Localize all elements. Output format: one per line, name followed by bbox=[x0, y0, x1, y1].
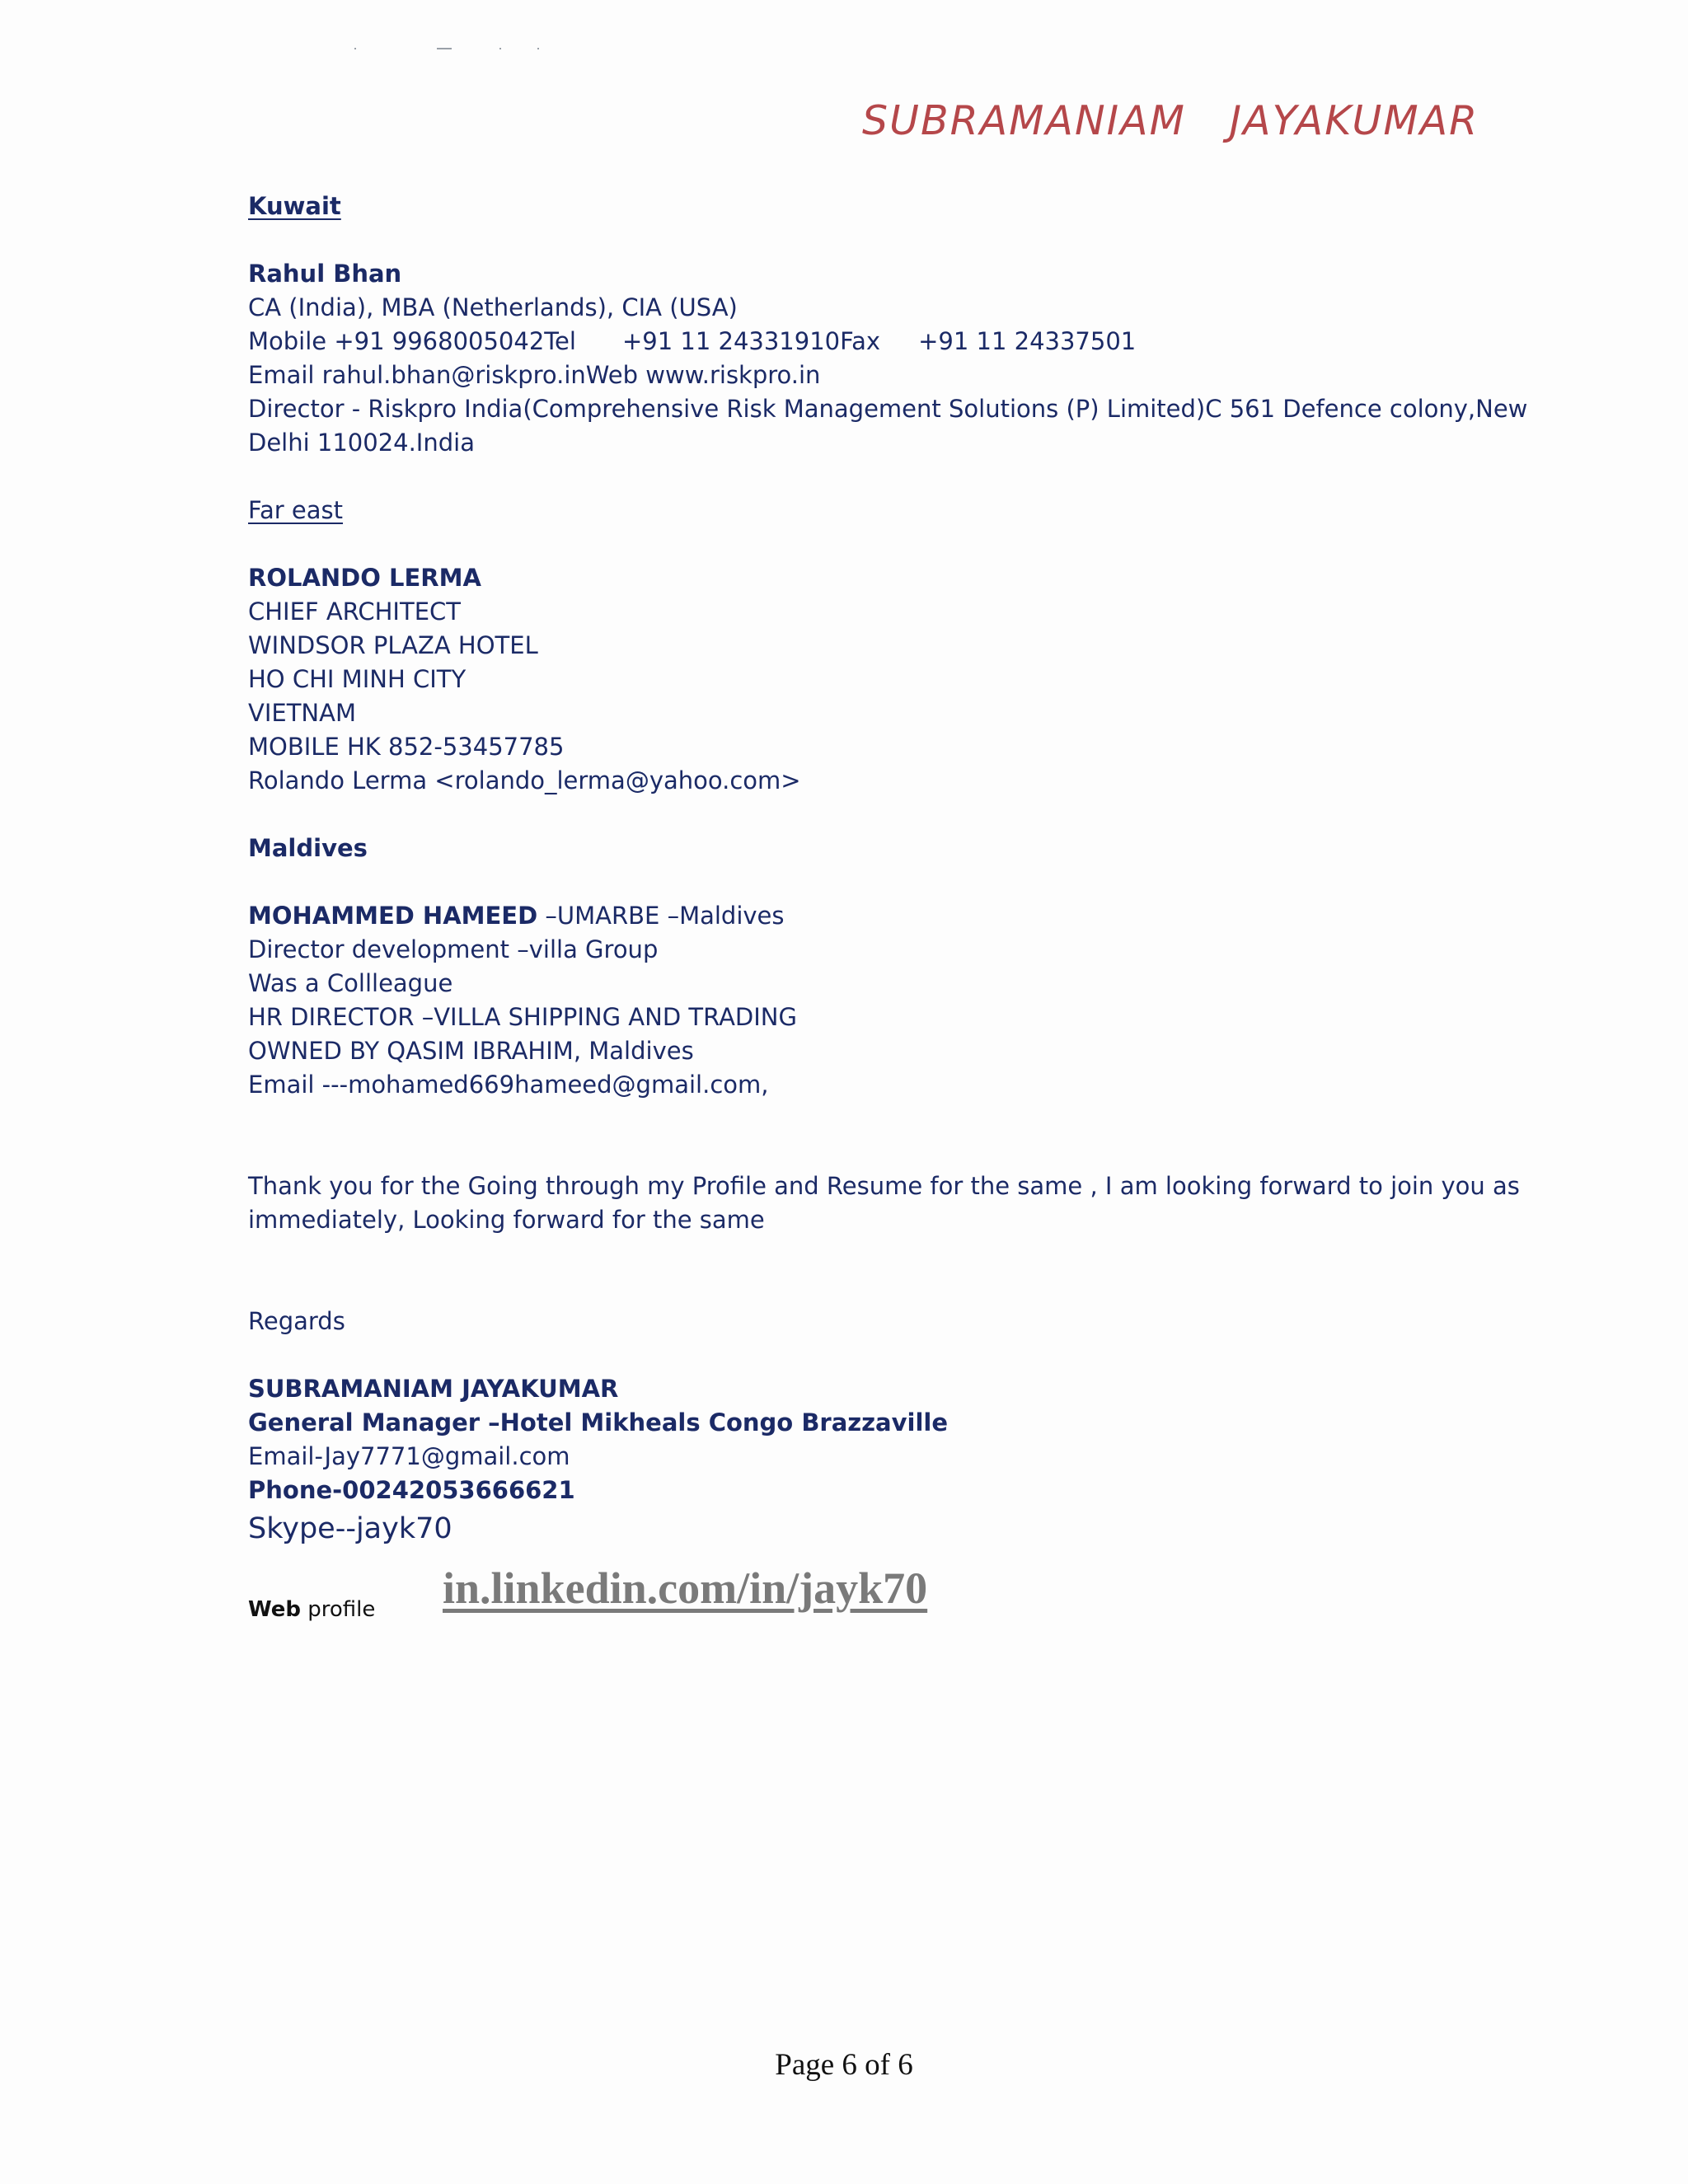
maldives-line1: Director development –villa Group bbox=[248, 935, 659, 963]
signature-name: SUBRAMANIAM JAYAKUMAR bbox=[248, 1375, 619, 1403]
contact-credentials: CA (India), MBA (Netherlands), CIA (USA) bbox=[248, 293, 738, 321]
contact-country: VIETNAM bbox=[248, 699, 356, 727]
signature-email: Email-Jay7771@gmail.com bbox=[248, 1442, 570, 1470]
signature-phone: Phone-00242053666621 bbox=[248, 1476, 575, 1504]
document-body bbox=[248, 190, 1528, 1629]
linkedin-link[interactable]: in.linkedin.com/in/jayk70 bbox=[443, 1563, 928, 1613]
page-header-name: SUBRAMANIAM JAYAKUMAR bbox=[862, 97, 1479, 144]
regards: Regards bbox=[248, 1307, 345, 1335]
contact-email: Rolando Lerma <rolando_lerma@yahoo.com> bbox=[248, 766, 801, 794]
contact-name-hameed: MOHAMMED HAMEED bbox=[248, 902, 538, 930]
web-profile-row bbox=[248, 1563, 1484, 1629]
web-label-rest: profile bbox=[301, 1597, 376, 1622]
contact-title: CHIEF ARCHITECT bbox=[248, 598, 461, 626]
tel-number: +91 11 24331910Fax bbox=[621, 327, 881, 355]
thanks-line2: immediately, Looking forward for the same bbox=[248, 1206, 765, 1234]
maldives-line3: HR DIRECTOR –VILLA SHIPPING AND TRADING bbox=[248, 1003, 797, 1031]
mobile-number: Mobile +91 9968005042Tel bbox=[248, 327, 576, 355]
web-label-bold: Web bbox=[248, 1597, 301, 1622]
fax-number: +91 11 24337501 bbox=[918, 327, 1137, 355]
contact-name-line-hameed bbox=[248, 899, 1484, 933]
contact-phone-line bbox=[248, 325, 1484, 359]
contact-email-web: Email rahul.bhan@riskpro.inWeb www.riskpro.in bbox=[248, 361, 821, 389]
contact-suffix: –UMARBE –Maldives bbox=[537, 902, 785, 930]
contact-address-line1: Director - Riskpro India(Comprehensive Risk Management Solutions (P) Limited)C 561 Defence colony,New bbox=[248, 395, 1528, 423]
contact-city: HO CHI MINH CITY bbox=[248, 665, 467, 693]
scan-artifact-marks bbox=[354, 40, 552, 56]
maldives-line2: Was a Collleague bbox=[248, 969, 453, 997]
contact-name-rolando: ROLANDO LERMA bbox=[248, 564, 481, 592]
maldives-email: Email ---mohamed669hameed@gmail.com, bbox=[248, 1071, 769, 1099]
contact-company: WINDSOR PLAZA HOTEL bbox=[248, 631, 538, 659]
signature-title: General Manager –Hotel Mikheals Congo Brazzaville bbox=[248, 1408, 949, 1436]
signature-skype: Skype--jayk70 bbox=[248, 1512, 452, 1545]
maldives-line4: OWNED BY QASIM IBRAHIM, Maldives bbox=[248, 1037, 694, 1065]
section-heading-maldives: Maldives bbox=[248, 834, 368, 862]
contact-mobile: MOBILE HK 852-53457785 bbox=[248, 733, 565, 761]
section-heading-far-east: Far east bbox=[248, 496, 344, 524]
contact-name-rahul: Rahul Bhan bbox=[248, 260, 402, 288]
contact-address-line2: Delhi 110024.India bbox=[248, 429, 475, 457]
web-profile-label bbox=[248, 1593, 375, 1627]
thanks-line1: Thank you for the Going through my Profile and Resume for the same , I am looking forward to join you as bbox=[248, 1172, 1520, 1200]
section-heading-kuwait: Kuwait bbox=[248, 192, 341, 220]
page-number: Page 6 of 6 bbox=[775, 2048, 913, 2082]
